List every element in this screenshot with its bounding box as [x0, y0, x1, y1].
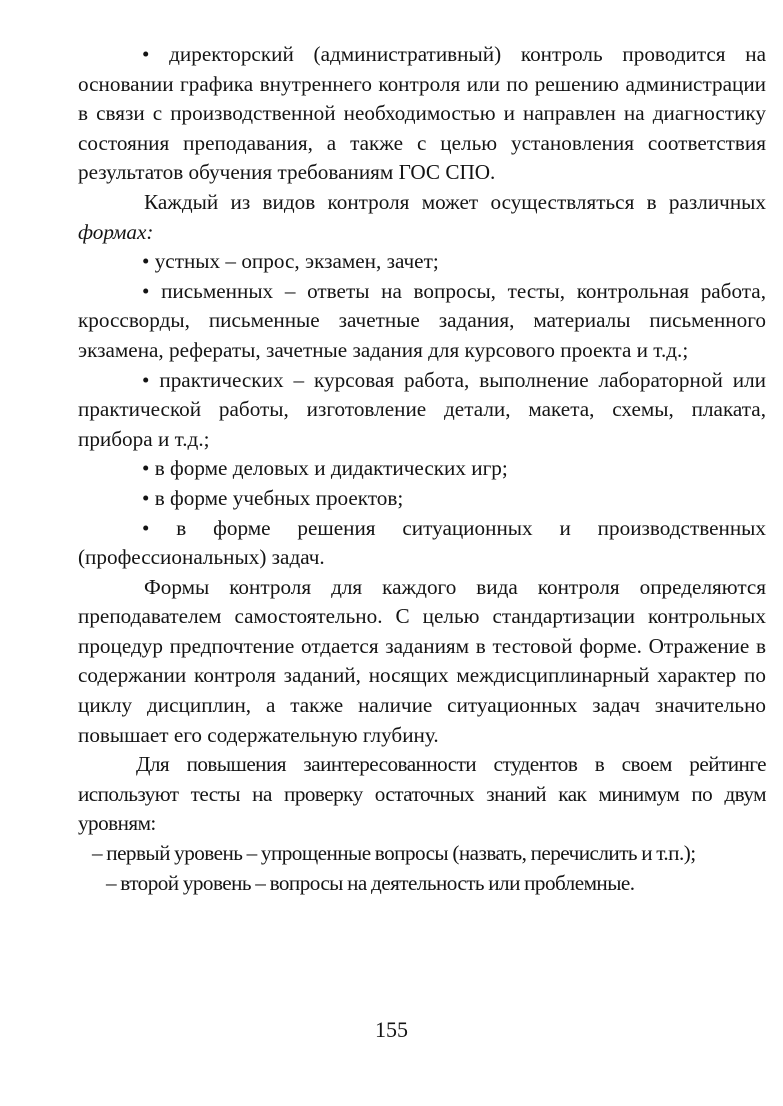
bullet-practical: • практических – курсовая работа, выполнение лабораторной или практической работы, изготовление детали, макета, схемы, плаката, прибора и т.д.;	[78, 367, 766, 451]
body-text	[78, 40, 766, 898]
paragraph-tests-levels: Для повышения заинтересованности студентов в своем рейтинге используют тесты на проверку остаточных знаний как минимум по двум уровням:	[78, 752, 766, 836]
intro-text: Каждый из видов контроля может осуществляться в различных	[144, 189, 766, 214]
bullet-written: • письменных – ответы на вопросы, тесты, контрольная работа, кроссворды, письменные зачетные задания, материалы письменного экзамена, рефераты, зачетные задания для курсового проекта и т.д.;	[78, 278, 766, 362]
paragraph-forms-defined: Формы контроля для каждого вида контроля определяются преподавателем самостоятельно. С целью стандартизации контрольных процедур предпочтение отдается заданиям в тестовой форме. Отражение в содержании контроля заданий, носящих междисциплинарный характер по циклу дисциплин, а также наличие ситуационных задач значительно повышает его содержательную глубину.	[78, 574, 766, 747]
bullet-oral: • устных – опрос, экзамен, зачет;	[142, 249, 439, 274]
dash-item-second-level: – второй уровень – вопросы на деятельность или проблемные.	[106, 870, 635, 895]
bullet-projects: • в форме учебных проектов;	[142, 485, 404, 510]
dash-item-first-level: – первый уровень – упрощенные вопросы (назвать, перечислить и т.п.);	[92, 841, 696, 866]
intro-emphasis: формах:	[78, 219, 154, 244]
paragraph-control-forms-intro	[78, 188, 766, 247]
page-number: 155	[375, 1017, 408, 1042]
bullet-situational-tasks: • в форме решения ситуационных и производственных (профессиональных) задач.	[78, 515, 766, 570]
bullet-business-games: • в форме деловых и дидактических игр;	[142, 456, 508, 481]
paragraph-directorial-control: • директорский (административный) контроль проводится на основании графика внутреннего контроля или по решению администрации в связи с производственной необходимостью и направлен на диагностику состояния преподавания, а также с целью установления соответствия результатов обучения требованиям ГОС СПО.	[78, 42, 766, 185]
